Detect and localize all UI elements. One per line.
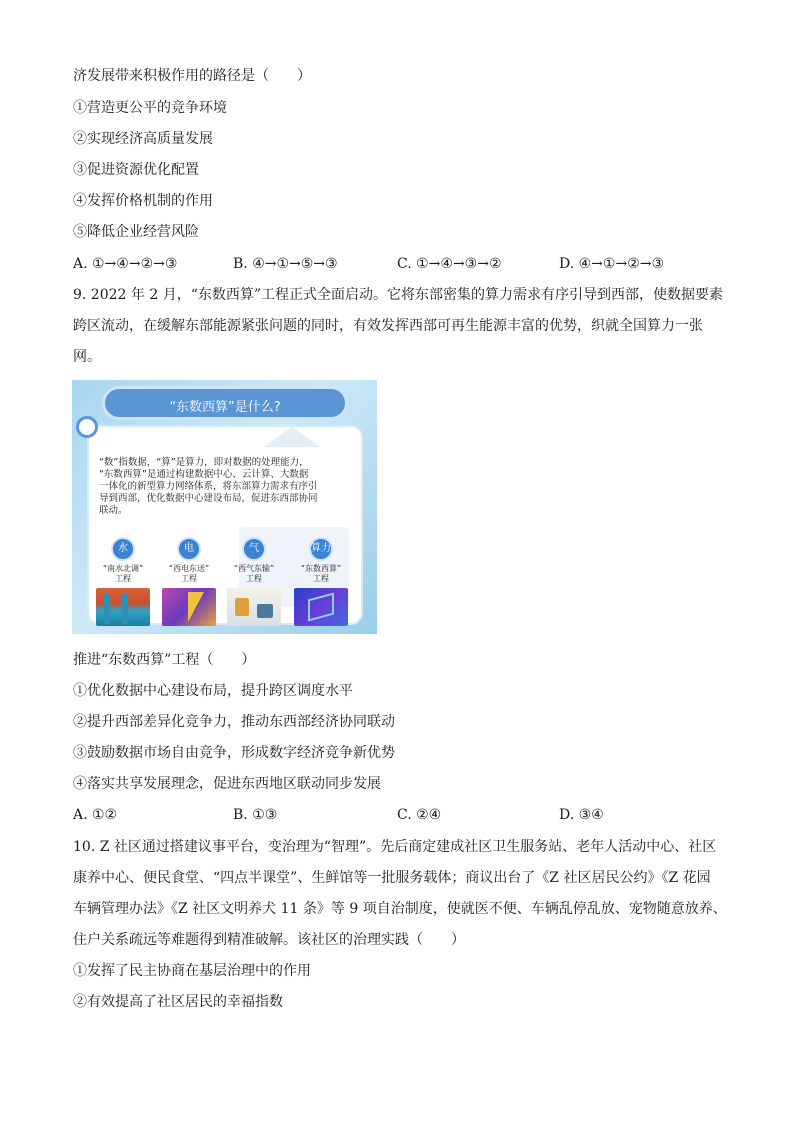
q8-option-d: D. ④→①→②→③ <box>559 256 665 272</box>
q10-item-2: ②有效提高了社区居民的幸福指数 <box>73 994 283 1010</box>
q9-option-b: B. ①③ <box>233 807 278 823</box>
q8-option-a: A. ①→④→②→③ <box>73 256 178 272</box>
q9-stem-line-2: 跨区流动，在缓解东部能源紧张问题的同时，有效发挥西部可再生能源丰富的优势，织就全国算力一张 <box>73 318 703 334</box>
figure-text-line: 导到西部，优化数据中心建设布局，促进东西部协同 <box>99 493 318 504</box>
computing-icon: 算力 <box>309 537 333 561</box>
lightning-image-icon <box>162 588 216 626</box>
q9-stem-line-3: 网。 <box>73 349 101 365</box>
q8-item-2: ②实现经济高质量发展 <box>73 131 213 147</box>
q9-item-3: ③鼓励数据市场自由竞争，形成数字经济竞争新优势 <box>73 745 395 761</box>
q8-item-5: ⑤降低企业经营风险 <box>73 224 199 240</box>
project-computing <box>293 537 349 626</box>
project-water <box>95 537 151 626</box>
project-label: “南水北调” 工程 <box>102 564 144 583</box>
q9-option-c: C. ②④ <box>397 807 442 823</box>
server-image-icon <box>294 588 348 626</box>
q8-option-c: C. ①→④→③→② <box>397 256 502 272</box>
figure-description <box>99 457 357 517</box>
q8-item-4: ④发挥价格机制的作用 <box>73 193 213 209</box>
project-gas <box>226 537 282 626</box>
water-icon: 水 <box>111 537 135 561</box>
dongshu-xisuan-figure <box>72 380 377 634</box>
figure-text-line: “东数西算”是通过构建数据中心、云计算、大数据 <box>99 469 309 480</box>
q8-item-1: ①营造更公平的竞争环境 <box>73 100 227 116</box>
q8-item-3: ③促进资源优化配置 <box>73 162 199 178</box>
q9-item-2: ②提升西部差异化竞争力，推动东西部经济协同联动 <box>73 714 395 730</box>
figure-text-line: 联动。 <box>99 505 128 516</box>
project-electricity <box>161 537 217 626</box>
decorative-triangle <box>264 427 320 447</box>
figure-text-line: 一体化的新型算力网络体系，将东部算力需求有序引 <box>99 481 318 492</box>
q9-stem-line-1: 9. 2022 年 2 月，“东数西算”工程正式全面启动。它将东部密集的算力需求有序引导到西部，使数据要素 <box>73 287 724 303</box>
q10-stem-line-1: 10. Z 社区通过搭建议事平台，变治理为“智理”。先后商定建成社区卫生服务站、老年人活动中心、社区 <box>73 839 717 855</box>
figure-text-line: “数”指数据，“算”是算力，即对数据的处理能力， <box>99 457 309 468</box>
q9-item-4: ④落实共享发展理念，促进东西地区联动同步发展 <box>73 776 381 792</box>
q9-question: 推进“东数西算”工程（ ） <box>73 652 256 668</box>
q9-option-a: A. ①② <box>73 807 118 823</box>
q8-option-b: B. ④→①→⑤→③ <box>233 256 338 272</box>
dam-image-icon <box>96 588 150 626</box>
project-label: “西气东输” 工程 <box>233 564 275 583</box>
q10-stem-line-2: 康养中心、便民食堂、“四点半课堂”、生鲜馆等一批服务载体；商议出台了《Z 社区居民公约》《Z 花园 <box>73 870 711 886</box>
gas-station-image-icon <box>227 588 281 626</box>
figure-title-bar <box>102 386 348 420</box>
project-label: “西电东送” 工程 <box>168 564 210 583</box>
q10-item-1: ①发挥了民主协商在基层治理中的作用 <box>73 963 311 979</box>
decorative-circle <box>76 416 98 438</box>
q10-stem-line-4: 住户关系疏远等难题得到精准破解。该社区的治理实践（ ） <box>73 932 465 948</box>
figure-title: “东数西算”是什么? <box>169 400 281 415</box>
q10-stem-line-3: 车辆管理办法》《Z 社区文明养犬 11 条》等 9 项自治制度，使就医不便、车辆乱停乱放、宠物随意放养、 <box>73 901 727 917</box>
q9-option-d: D. ③④ <box>559 807 604 823</box>
gas-icon: 气 <box>242 537 266 561</box>
q8-stem-tail: 济发展带来积极作用的路径是（ ） <box>73 68 311 84</box>
project-label: “东数西算” 工程 <box>300 564 342 583</box>
figure-card <box>89 427 361 623</box>
electricity-icon: 电 <box>177 537 201 561</box>
q9-item-1: ①优化数据中心建设布局，提升跨区调度水平 <box>73 683 353 699</box>
